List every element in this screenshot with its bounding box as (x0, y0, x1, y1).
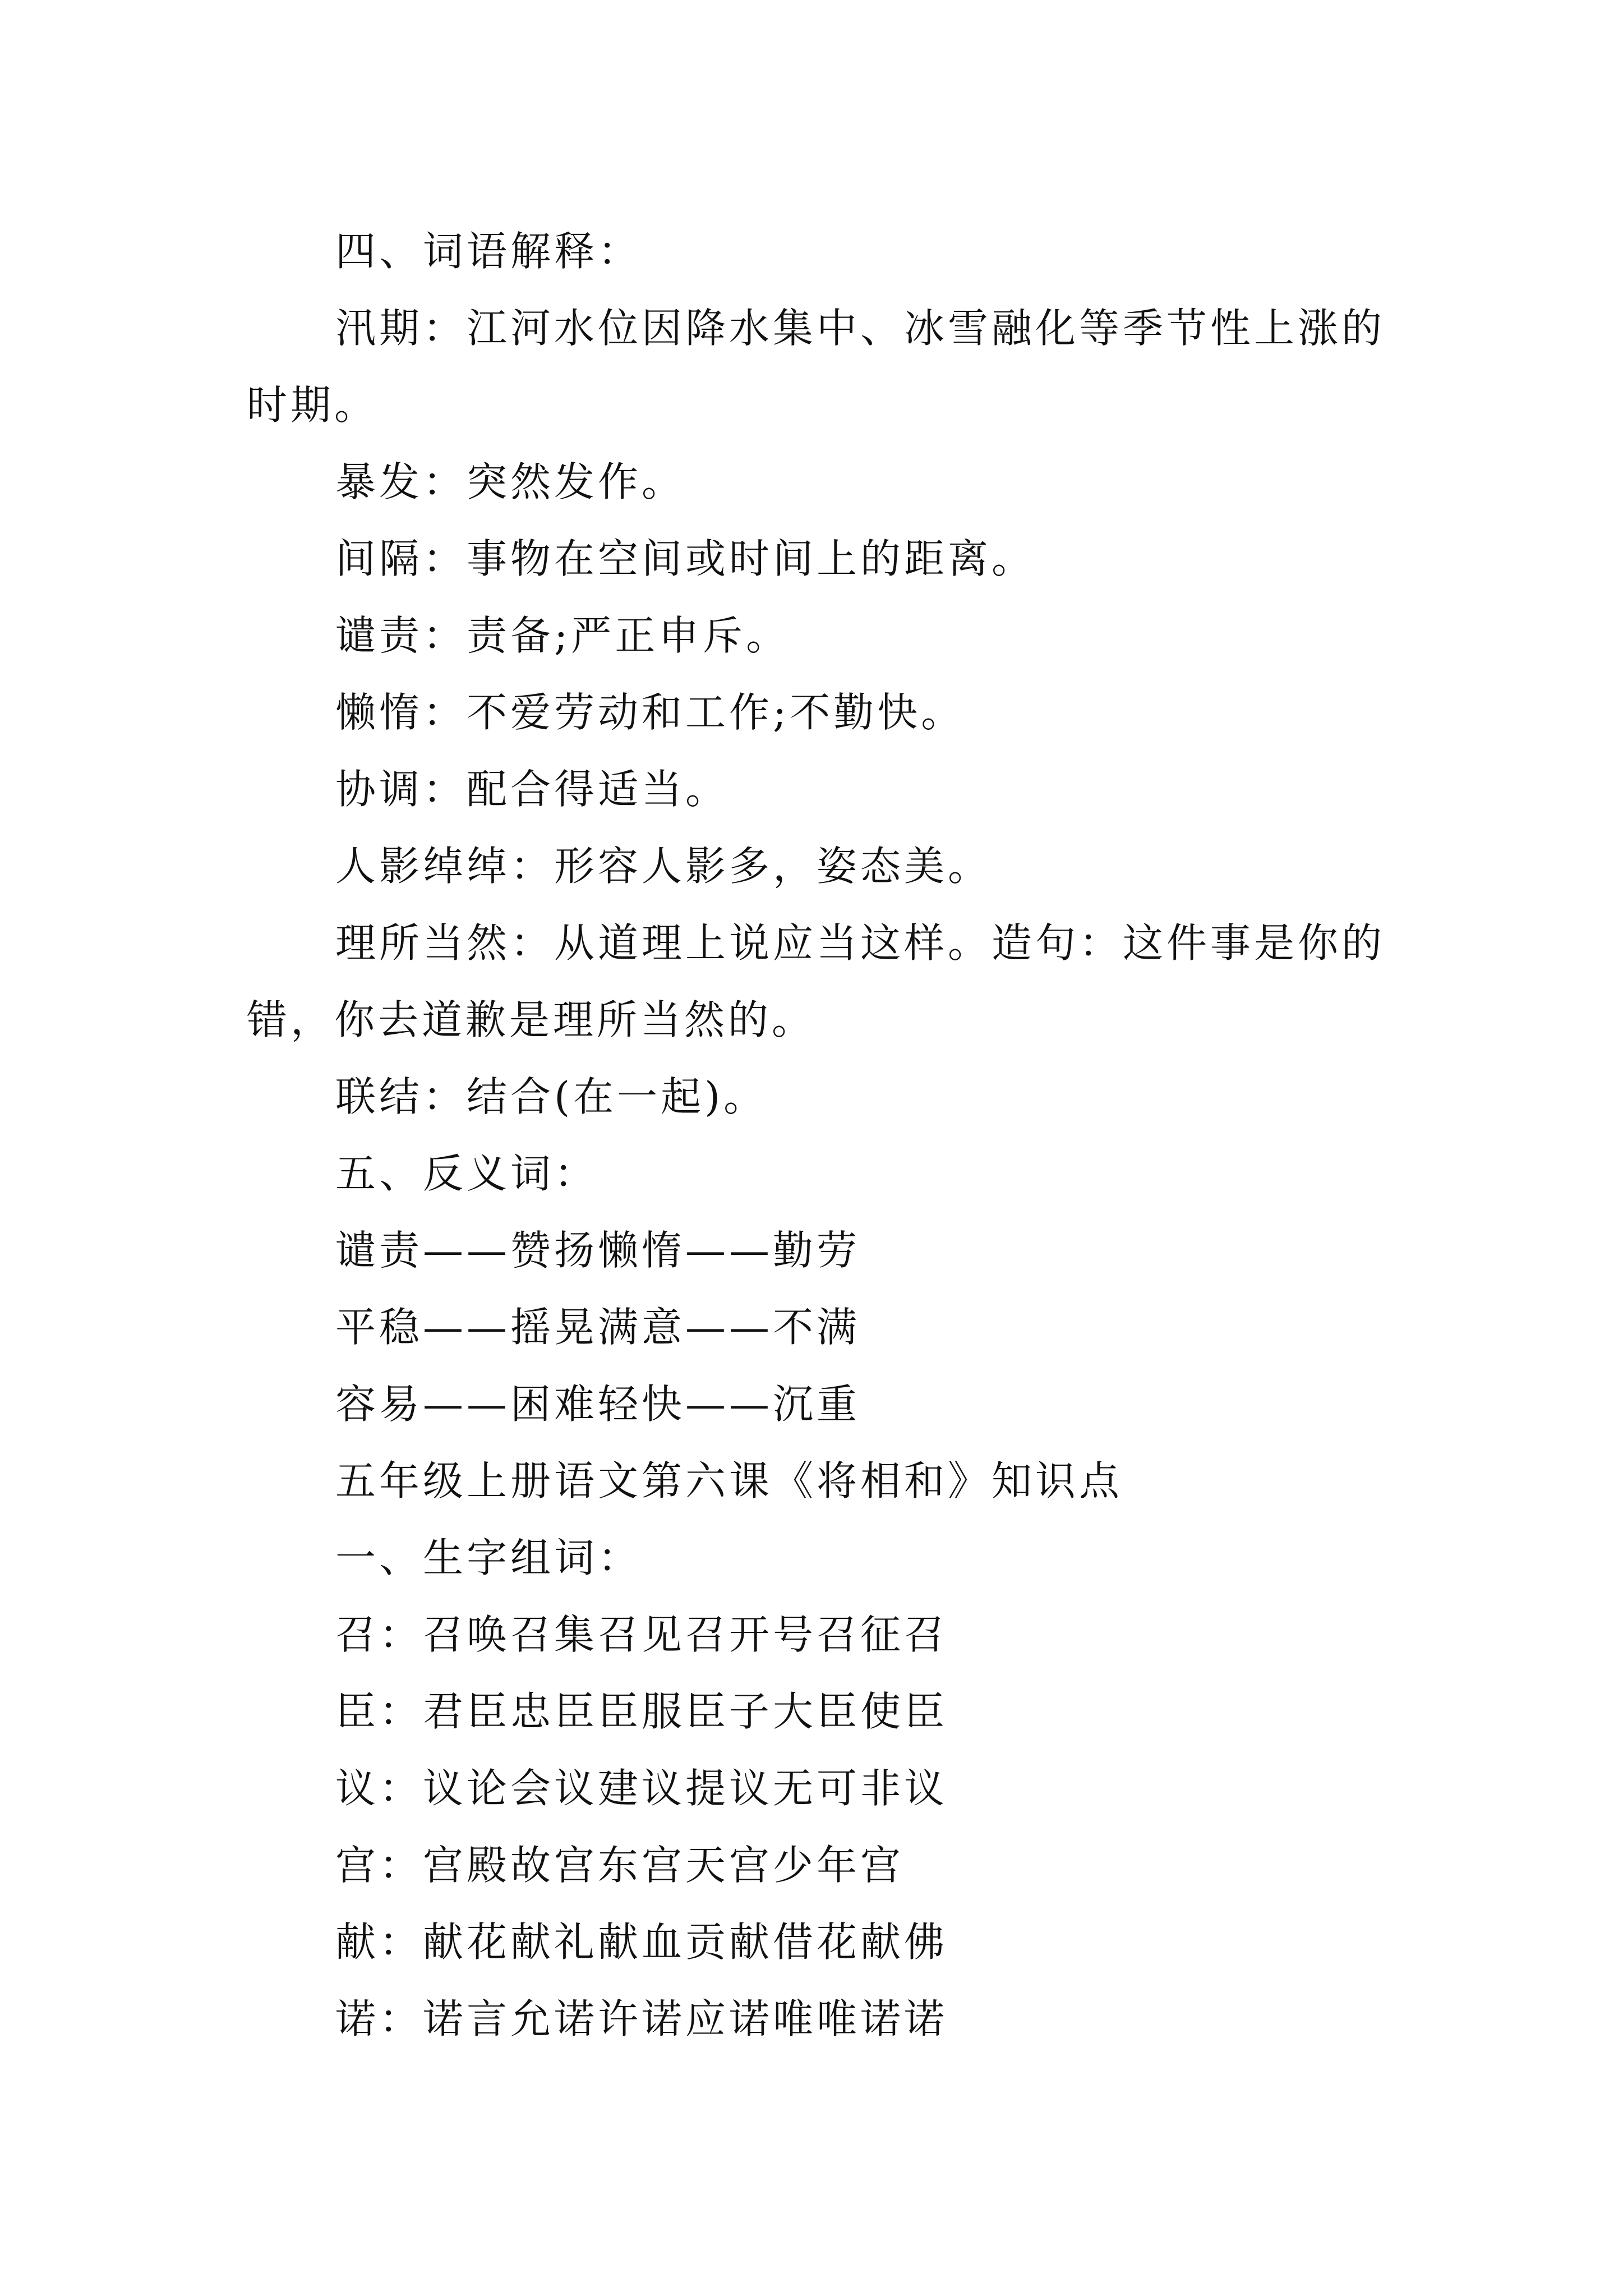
character-word-line: 召：召唤召集召见召开号召征召 (335, 1611, 948, 1658)
section-heading-vocabulary: 四、词语解释： (335, 228, 642, 275)
document-body (247, 213, 1391, 2058)
character-word-line: 臣：君臣忠臣臣服臣子大臣使臣 (335, 1688, 948, 1735)
antonym-line: 容易——困难轻快——沉重 (335, 1381, 861, 1428)
character-word-line: 诺：诺言允诺许诺应诺唯唯诺诺 (335, 1995, 948, 2042)
antonym-line: 平稳——摇晃满意——不满 (335, 1304, 861, 1351)
section-heading-antonyms: 五、反义词： (335, 1150, 598, 1197)
character-word-line: 宫：宫殿故宫东宫天宫少年宫 (335, 1842, 905, 1889)
vocabulary-entry: 理所当然：从道理上说应当这样。造句：这件事是你的错，你去道歉是理所当然的。 (247, 919, 1386, 1043)
antonym-line: 谴责——赞扬懒惰——勤劳 (335, 1227, 861, 1274)
lesson-title: 五年级上册语文第六课《将相和》知识点 (335, 1457, 1123, 1504)
vocabulary-entry: 间隔：事物在空间或时间上的距离。 (335, 535, 1036, 582)
vocabulary-entry: 暴发：突然发作。 (335, 458, 686, 505)
vocabulary-entry: 联结：结合(在一起)。 (335, 1073, 768, 1120)
section-heading-characters: 一、生字组词： (335, 1534, 642, 1581)
character-word-line: 献：献花献礼献血贡献借花献佛 (335, 1918, 948, 1966)
vocabulary-entry: 懒惰：不爱劳动和工作;不勤快。 (335, 689, 965, 736)
character-word-line: 议：议论会议建议提议无可非议 (335, 1765, 948, 1812)
vocabulary-entry: 谴责：责备;严正申斥。 (335, 612, 790, 659)
vocabulary-entry: 汛期：江河水位因降水集中、冰雪融化等季节性上涨的时期。 (247, 305, 1386, 429)
vocabulary-entry: 人影绰绰：形容人影多，姿态美。 (335, 843, 992, 890)
vocabulary-entry: 协调：配合得适当。 (335, 766, 730, 813)
